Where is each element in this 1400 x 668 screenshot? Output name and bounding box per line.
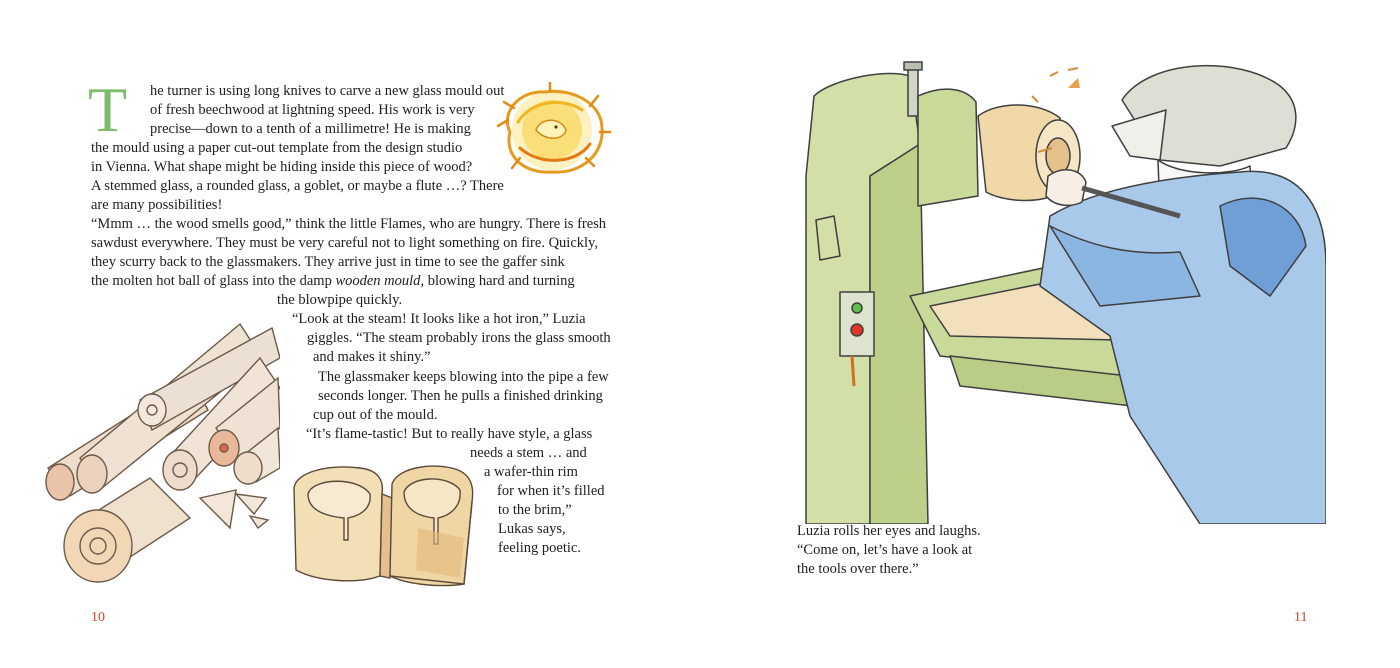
- text-line: for when it’s filled: [497, 483, 605, 499]
- text-line: to the brim,”: [498, 502, 572, 518]
- lathe-turner-illustration: [800, 56, 1326, 524]
- page-number-left: 10: [91, 610, 105, 625]
- text-line: the blowpipe quickly.: [277, 292, 403, 308]
- text-line: feeling poetic.: [498, 540, 581, 556]
- text-line: a wafer-thin rim: [484, 464, 578, 480]
- text-span: blowing hard and turning: [424, 273, 575, 289]
- text-line: giggles. “The steam probably irons the glass smooth: [307, 330, 611, 346]
- drop-cap: T: [88, 74, 128, 145]
- text-line: cup out of the mould.: [313, 407, 438, 423]
- text-line: of fresh beechwood at lightning speed. His work is very: [150, 102, 475, 118]
- flame-illustration: [490, 82, 618, 176]
- caption-line: “Come on, let’s have a look at: [797, 542, 973, 558]
- text-line: he turner is using long knives to carve a new glass mould out: [150, 83, 505, 99]
- text-line: they scurry back to the glassmakers. They arrive just in time to see the gaffer sink: [91, 254, 565, 270]
- logs-illustration: [40, 318, 280, 584]
- text-line: in Vienna. What shape might be hiding inside this piece of wood?: [91, 159, 473, 175]
- text-span: the molten hot ball of glass into the damp: [91, 273, 336, 289]
- page-number-right: 11: [1294, 610, 1308, 625]
- wooden-mould-illustration: [288, 458, 474, 590]
- caption-line: Luzia rolls her eyes and laughs.: [797, 523, 981, 539]
- text-line: are many possibilities!: [91, 197, 223, 213]
- text-line: The glassmaker keeps blowing into the pipe a few: [318, 369, 609, 385]
- text-line: and makes it shiny.”: [313, 349, 431, 365]
- text-line-mould: [91, 272, 575, 291]
- text-line: A stemmed glass, a rounded glass, a goblet, or maybe a flute …? There: [91, 178, 504, 194]
- text-line: precise—down to a tenth of a millimetre! He is making: [150, 121, 471, 137]
- italic-term: wooden mould,: [335, 273, 425, 289]
- caption-line: the tools over there.”: [797, 561, 919, 577]
- text-line: the mould using a paper cut-out template from the design studio: [91, 140, 463, 156]
- text-line: “Look at the steam! It looks like a hot iron,” Luzia: [292, 311, 586, 327]
- right-page: [700, 0, 1400, 668]
- text-line: needs a stem … and: [470, 445, 587, 461]
- text-line: Lukas says,: [498, 521, 566, 537]
- text-line: seconds longer. Then he pulls a finished drinking: [318, 388, 603, 404]
- text-line: “It’s flame-tastic! But to really have style, a glass: [306, 426, 593, 442]
- text-line: sawdust everywhere. They must be very careful not to light something on fire. Quickly,: [91, 235, 598, 251]
- text-line: “Mmm … the wood smells good,” think the little Flames, who are hungry. There is fresh: [91, 216, 607, 232]
